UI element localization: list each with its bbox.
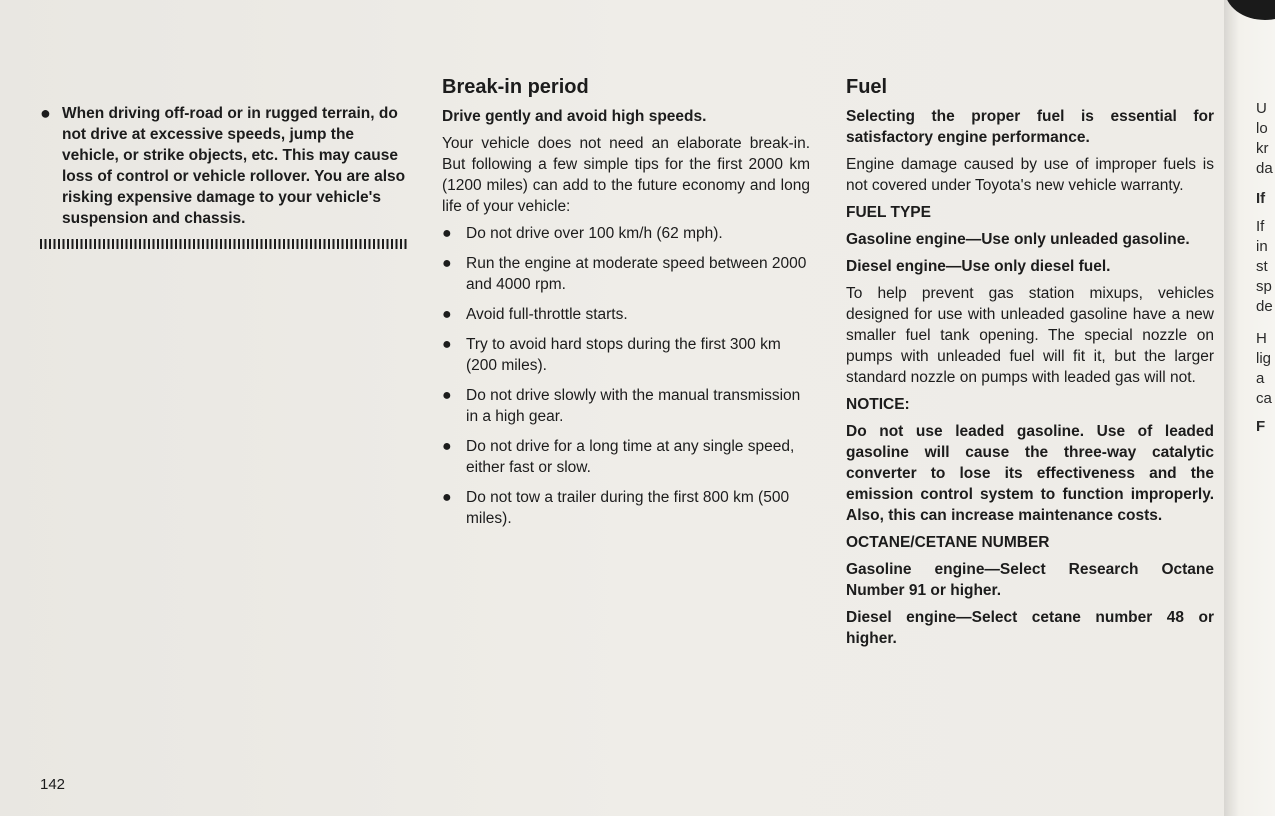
bullet-icon: ●: [442, 225, 452, 242]
tips-list: [442, 223, 810, 529]
octane-diesel: Diesel engine—Select cetane number 48 or higher.: [846, 609, 1214, 647]
page-number: 142: [40, 776, 66, 793]
offroad-warning: [40, 103, 407, 229]
bullet-icon: ●: [40, 103, 51, 123]
facing-page-fragment: st: [1256, 258, 1268, 275]
list-item: ● Do not drive for a long time at any single speed, either fast or slow.: [442, 438, 795, 476]
facing-page-fragment: lig: [1256, 350, 1272, 367]
facing-page-fragment: sp: [1256, 278, 1272, 295]
facing-page-fragment: in: [1256, 238, 1268, 255]
section-title: Fuel: [846, 76, 888, 98]
facing-page-fragment: H: [1256, 330, 1267, 347]
bullet-icon: ●: [442, 336, 452, 353]
right-column: [846, 74, 1214, 655]
left-column: [40, 103, 407, 249]
list-item: ● Try to avoid hard stops during the first 300 km (200 miles).: [442, 336, 781, 374]
mixups-paragraph: To help prevent gas station mixups, vehicles designed for use with unleaded gasoline have a new smaller fuel tank opening. The special nozzle on pumps with unleaded fuel will fit it, but the larger standard nozzle on pumps with leaded gas will not.: [846, 285, 1214, 386]
fuel-lead: Selecting the proper fuel is essential for satisfactory engine performance.: [846, 108, 1214, 146]
facing-page-fragment: ca: [1256, 390, 1272, 407]
octane-heading: OCTANE/CETANE NUMBER: [846, 534, 1050, 551]
diesel-requirement: Diesel engine—Use only diesel fuel.: [846, 258, 1111, 275]
facing-page-fragment: de: [1256, 298, 1273, 315]
list-item: ● Avoid full-throttle starts.: [442, 306, 628, 323]
facing-page-fragment: F: [1256, 418, 1266, 435]
bullet-icon: ●: [442, 489, 452, 506]
dashed-rule: [40, 239, 407, 249]
bullet-icon: ●: [442, 306, 452, 323]
gasoline-requirement: Gasoline engine—Use only unleaded gasoline.: [846, 231, 1190, 248]
intro-paragraph: Your vehicle does not need an elaborate break-in. But following a few simple tips for the first 2000 km (1200 miles) can add to the future economy and long life of your vehicle:: [442, 135, 810, 215]
warranty-paragraph: Engine damage caused by use of improper fuels is not covered under Toyota's new vehicle warranty.: [846, 156, 1214, 194]
facing-page-fragment: a: [1256, 370, 1265, 387]
fuel-type-heading: FUEL TYPE: [846, 204, 931, 221]
bullet-icon: ●: [442, 387, 452, 404]
section-title: Break-in period: [442, 76, 589, 98]
warning-text: When driving off-road or in rugged terrain, do not drive at excessive speeds, jump the vehicle, or strike objects, etc. This may cause loss of control or vehicle rollover. You are also risking expensive damage to your vehicle's suspension and chassis.: [62, 105, 406, 227]
section-subtitle: Drive gently and avoid high speeds.: [442, 108, 707, 125]
list-item: ● Run the engine at moderate speed between 2000 and 4000 rpm.: [442, 255, 807, 293]
bullet-icon: ●: [442, 438, 452, 455]
facing-page-fragment: kr: [1256, 140, 1269, 157]
list-item: ● Do not tow a trailer during the first 800 km (500 miles).: [442, 489, 790, 527]
notice-heading: NOTICE:: [846, 396, 910, 413]
list-item: ● Do not drive slowly with the manual transmission in a high gear.: [442, 387, 801, 425]
facing-page-fragment: lo: [1256, 120, 1268, 137]
list-item: ● Do not drive over 100 km/h (62 mph).: [442, 225, 723, 242]
bullet-icon: ●: [442, 255, 452, 272]
middle-column: [442, 74, 810, 538]
notice-text: Do not use leaded gasoline. Use of leaded gasoline will cause the three-way catalytic converter to lose its effectiveness and the emission control system to function improperly. Also, this can increase maintenance costs.: [846, 423, 1214, 524]
facing-page-fragment: da: [1256, 160, 1273, 177]
octane-gasoline: Gasoline engine—Select Research Octane Number 91 or higher.: [846, 561, 1214, 599]
facing-page-fragment: If: [1256, 190, 1266, 207]
facing-page-fragment: U: [1256, 100, 1267, 117]
facing-page-fragment: If: [1256, 218, 1265, 235]
